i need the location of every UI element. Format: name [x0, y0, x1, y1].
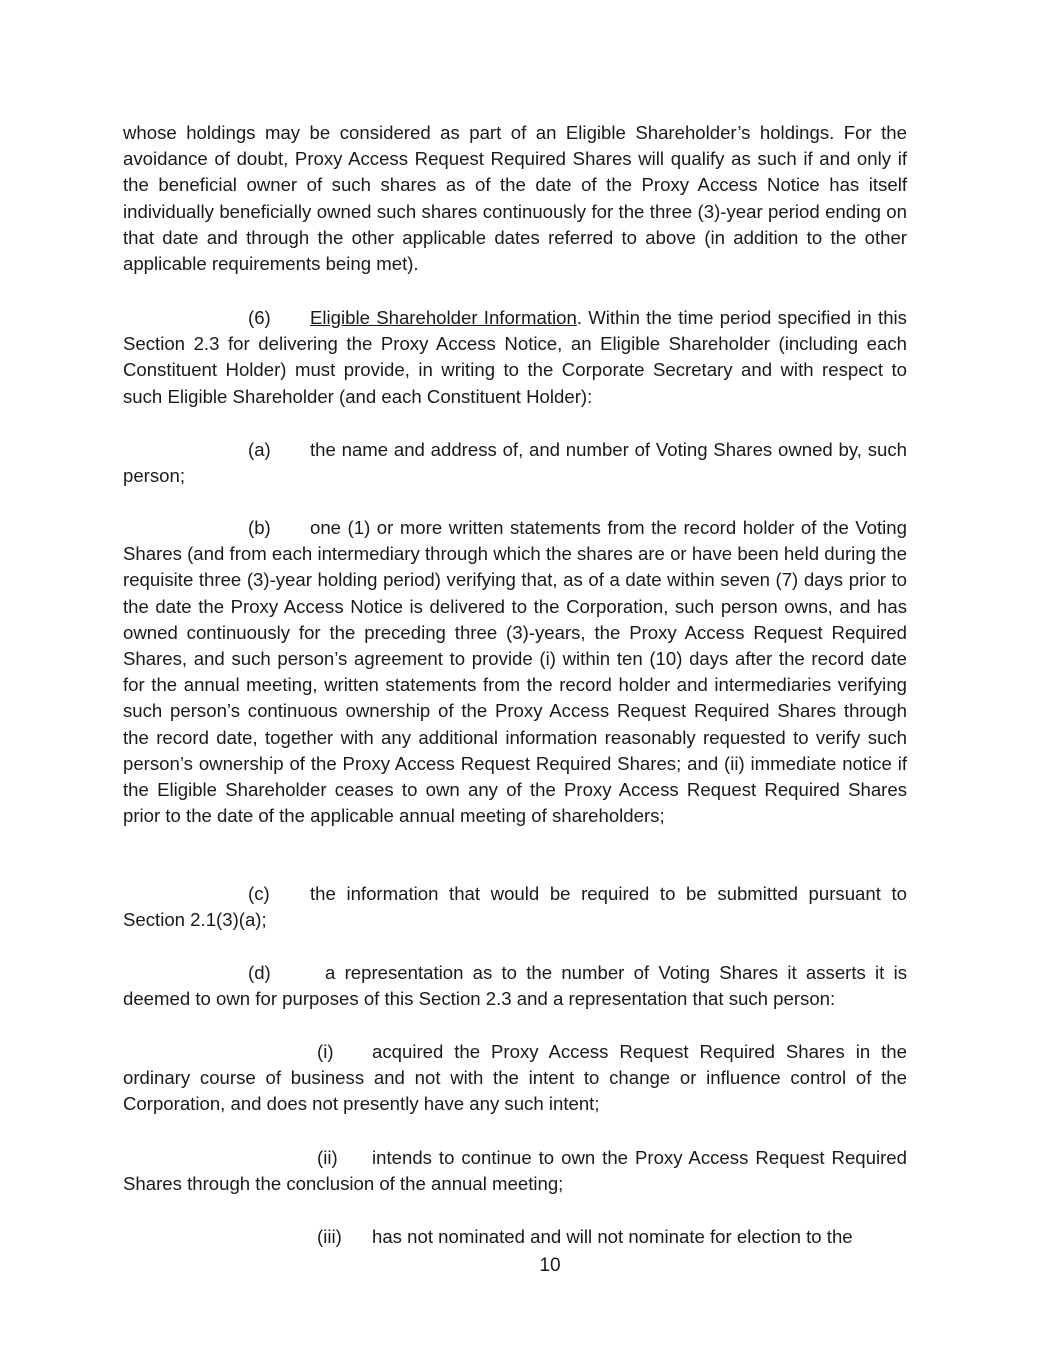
paragraph-i-number: (i) — [317, 1041, 334, 1062]
paragraph-iii-number: (iii) — [317, 1226, 342, 1247]
paragraph-c — [123, 881, 907, 933]
paragraph-d — [123, 960, 907, 1012]
paragraph-ii — [123, 1145, 907, 1197]
paragraph-b-text: one (1) or more written statements from the record holder of the Voting Shares (and from each intermediary through which the shares are or have been held during the requisite three (3)-year holding period) verifying that, as of a date within seven (7) days prior to the date the Proxy Access Notice is delivered to the Corporation, such person owns, and has owned continuously for the preceding three (3)-years, the Proxy Access Request Required Shares, and such person’s agreement to provide (i) within ten (10) days after the record date for the annual meeting, written statements from the record holder and intermediaries verifying such person’s continuous ownership of the Proxy Access Request Required Shares through the record date, together with any additional information reasonably requested to verify such person’s ownership of the Proxy Access Request Required Shares; and (ii) immediate notice if the Eligible Shareholder ceases to own any of the Proxy Access Request Required Shares prior to the date of the applicable annual meeting of shareholders; — [123, 517, 907, 827]
page-number: 10 — [539, 1255, 561, 1276]
paragraph-d-text: a representation as to the number of Voting Shares it asserts it is deemed to own for purposes of this Section 2.3 and a representation that such person: — [123, 962, 907, 1010]
paragraph-a — [123, 437, 907, 489]
paragraph-i-text: acquired the Proxy Access Request Required Shares in the ordinary course of business and not with the intent to change or influence control of the Corporation, and does not presently have any such intent; — [123, 1041, 907, 1115]
paragraph-a-text: the name and address of, and number of Voting Shares owned by, such person; — [123, 439, 907, 487]
paragraph-d-number: (d) — [248, 962, 271, 983]
paragraph-c-text: the information that would be required to be submitted pursuant to Section 2.1(3)(a); — [123, 883, 907, 931]
paragraph-i — [123, 1039, 907, 1118]
paragraph-b — [123, 515, 907, 829]
paragraph-6 — [123, 305, 907, 410]
paragraph-continuation: whose holdings may be considered as part of an Eligible Shareholder’s holdings. For the avoidance of doubt, Proxy Access Request Required Shares will qualify as such if and only if the beneficial owner of such shares as of the date of the Proxy Access Notice has itself individually beneficially owned such shares continuously for the three (3)-year period ending on that date and through the other applicable dates referred to above (in addition to the other applicable requirements being met). — [123, 122, 907, 275]
paragraph-6-heading: Eligible Shareholder Information — [310, 307, 577, 328]
paragraph-c-number: (c) — [248, 883, 270, 904]
paragraph-6-number: (6) — [248, 307, 271, 328]
paragraph-iii-text: has not nominated and will not nominate for election to the — [372, 1226, 853, 1247]
paragraph-iii — [123, 1224, 907, 1250]
paragraph-ii-number: (ii) — [317, 1147, 338, 1168]
paragraph-ii-text: intends to continue to own the Proxy Access Request Required Shares through the conclusion of the annual meeting; — [123, 1147, 907, 1195]
paragraph-6-text: . Within the time period specified in this Section 2.3 for delivering the Proxy Access Notice, an Eligible Shareholder (including each Constituent Holder) must provide, in writing to the Corporate Secretary and with respect to such Eligible Shareholder (and each Constituent Holder): — [123, 307, 907, 407]
paragraph-b-number: (b) — [248, 517, 271, 538]
paragraph-a-number: (a) — [248, 439, 271, 460]
